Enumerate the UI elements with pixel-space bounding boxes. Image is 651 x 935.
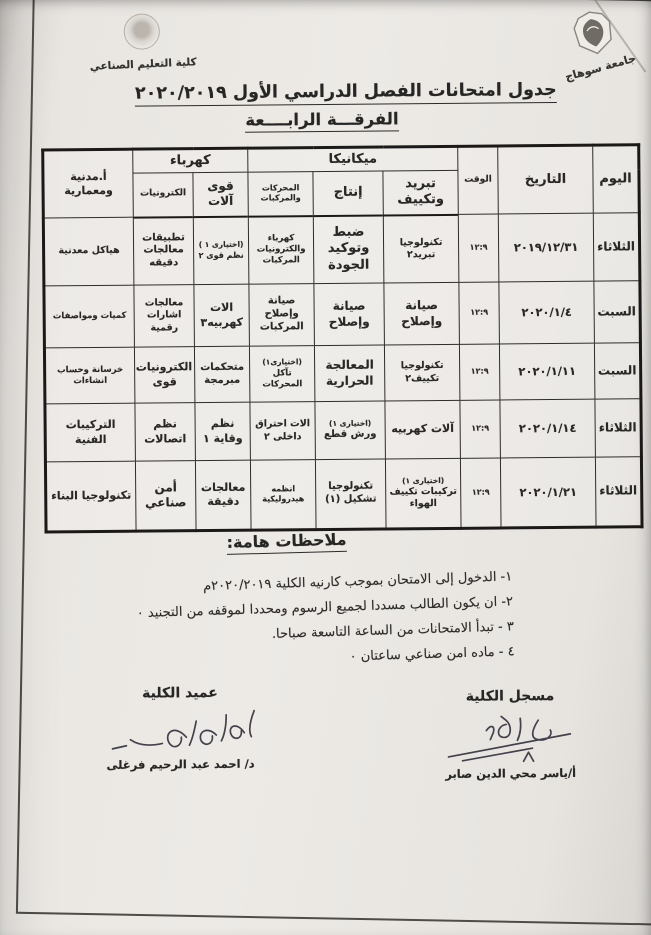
cell-date: ٢٠٢٠/١/١١: [499, 343, 594, 400]
cell-day: الثلاثاء: [595, 457, 642, 527]
header-day: اليوم: [593, 145, 640, 213]
table-row: [44, 343, 640, 404]
cell-engines: كهرباء والكترونيات المركبات: [248, 216, 314, 285]
cell-production: صيانة وإصلاح: [314, 283, 385, 346]
table-row: [43, 213, 640, 286]
cell-power: معالجات دقيقة: [195, 460, 251, 530]
page-title: جدول امتحانات الفصل الدراسي الأول ٢٠٢٠/٢٠١٩: [87, 80, 557, 107]
faculty-stamp-icon: [123, 13, 161, 51]
cell-time: ١٢:٩: [460, 458, 501, 528]
cell-cooling: صيانة وإصلاح: [384, 282, 460, 345]
university-header: [542, 1, 649, 84]
note-item: ٣ - تبدأ الامتحانات من الساعة التاسعة صباحا.: [271, 619, 515, 642]
cell-time: ١٢:٩: [458, 214, 499, 282]
header-group-mechanics: ميكانيكا: [248, 146, 458, 172]
cell-day: الثلاثاء: [595, 399, 642, 457]
notes-list: [122, 564, 515, 676]
exam-schedule-table: [41, 143, 643, 533]
table-group-header-row: [43, 145, 639, 174]
cell-cooling: آلات كهربيه: [385, 400, 461, 459]
registrar-signature: [440, 706, 581, 765]
cell-electronics: معالجات اشارات رقمية: [134, 285, 195, 348]
cell-power: نظم وقاية ١: [195, 402, 251, 460]
registrar-signature-block: [430, 688, 591, 781]
cell-civil: خرسانة وحساب انشاءات: [44, 347, 134, 404]
cell-civil: هياكل معدنية: [43, 217, 134, 286]
registrar-name: أ/ياسر محي الدين صابر: [445, 765, 577, 781]
university-name: جامعة سوهاج: [563, 51, 638, 84]
cell-date: ٢٠٢٠/١/٢١: [500, 457, 596, 528]
note-item: ٤ - ماده امن صناعي ساعتان ٠: [349, 644, 515, 665]
cell-day: السبت: [594, 281, 641, 343]
cell-electronics: الكترونيات قوى: [134, 347, 195, 404]
dean-signature: [98, 703, 262, 756]
cell-engines: صيانة وإصلاح المركبات: [249, 284, 315, 347]
cell-production: (اختيارى ١) ورش قطع: [315, 401, 386, 460]
cell-cooling: تكنولوجيا تكييف٢: [384, 344, 459, 401]
cell-power: الات كهربيه٣: [194, 284, 250, 346]
cell-engines: انظمه هيدروليكية: [250, 460, 316, 531]
cell-power: (اختيارى ١ ) نظم قوى ٢: [193, 216, 249, 284]
header-production: إنتاج: [313, 171, 383, 216]
header-civil: أ.مدنية ومعمارية: [43, 149, 134, 218]
cell-day: الثلاثاء: [593, 213, 640, 281]
cell-date: ٢٠٢٠/١/٤: [499, 281, 595, 344]
cell-date: ٢٠٢٠/١/١٤: [500, 399, 596, 458]
cell-cooling: تكنولوجيا تبريد٢: [383, 214, 459, 283]
header-time: الوقت: [458, 146, 499, 214]
cell-electronics: أمن صناعي: [135, 461, 196, 532]
grade-subtitle: الفرقـــة الرابــــعة: [87, 108, 557, 134]
header-power: قوى آلات: [193, 172, 248, 216]
cell-production: ضبط وتوكيد الجودة: [313, 215, 384, 284]
note-item: ٢- ان يكون الطالب مسددا لجميع الرسوم ومحددا لموقفه من التجنيد ٠: [136, 594, 514, 622]
dean-name: د/ احمد عبد الرحيم فرغلى: [106, 756, 255, 772]
cell-time: ١٢:٩: [459, 282, 500, 344]
header-date: التاريخ: [498, 145, 594, 214]
cell-production: تكنولوجيا تشكيل (١): [315, 459, 386, 530]
header-group-electrical: كهرباء: [133, 148, 248, 173]
header-engines: المحركات والمركبات: [248, 172, 313, 217]
cell-electronics: تطبيقات معالجات دقيقه: [133, 217, 194, 286]
university-emblem-icon: [569, 6, 617, 59]
note-item: ١- الدخول إلى الامتحان بموجب كارنيه الكلية ٢٠٢٠/٢٠١٩م: [202, 569, 513, 595]
table-row: [45, 399, 641, 462]
faculty-header: [81, 11, 203, 73]
cell-civil: كميات ومواصفات: [44, 285, 135, 348]
cell-production: المعالجة الحرارية: [314, 345, 384, 402]
cell-engines: الات احتراق داخلى ٢: [250, 402, 316, 461]
cell-civil: تكنولوجيا البناء: [45, 461, 136, 532]
cell-date: ٢٠١٩/١٢/٣١: [498, 213, 594, 282]
table-row: [45, 457, 642, 532]
cell-day: السبت: [594, 343, 640, 399]
header-electronics: الكترونيات: [133, 173, 193, 218]
cell-civil: التركيبات الفنية: [45, 403, 136, 462]
cell-power: متحكمات مبرمجة: [194, 346, 249, 402]
cell-time: ١٢:٩: [459, 344, 499, 400]
table-row: [44, 281, 641, 348]
cell-engines: (اختيارى١) تآكل المحركات: [249, 346, 314, 403]
registrar-title: مسجل الكلية: [465, 688, 555, 705]
cell-time: ١٢:٩: [460, 400, 501, 458]
dean-signature-block: [90, 684, 271, 772]
cell-cooling: (اختيارى ١) تركيبات تكييف الهواء: [385, 458, 461, 529]
cell-electronics: نظم اتصالات: [135, 403, 196, 462]
header-cooling: تبريد وتكييف: [383, 170, 458, 215]
faculty-name: كلية التعليم الصناعي: [89, 56, 197, 73]
dean-title: عميد الكلية: [142, 684, 218, 702]
notes-title: ملاحظات هامة:: [226, 530, 346, 555]
document-titles: [87, 80, 557, 134]
